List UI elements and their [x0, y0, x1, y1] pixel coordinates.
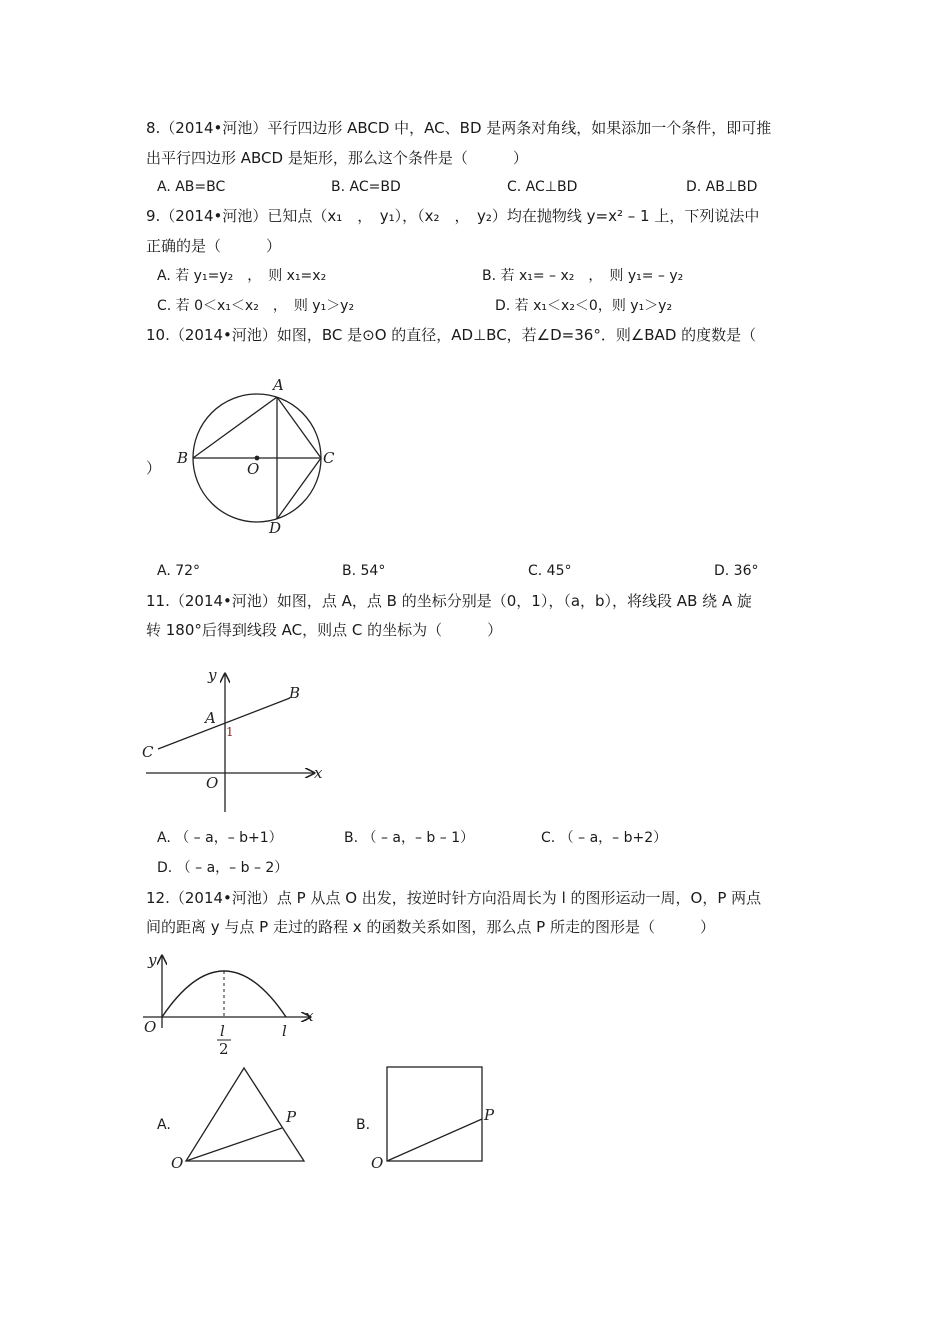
label-l: l [282, 1022, 287, 1040]
q9-option-d: D. 若 x₁＜x₂＜0，则 y₁＞y₂ [495, 298, 673, 314]
label-half-numerator: l [220, 1022, 225, 1040]
label-x: x [314, 764, 323, 782]
q9-option-c: C. 若 0＜x₁＜x₂ ， 则 y₁＞y₂ [157, 298, 355, 314]
q11-option-a: A. （ – a，– b+1） [157, 830, 283, 846]
q8-option-c: C. AC⊥BD [507, 179, 578, 195]
label-o: O [206, 774, 219, 792]
q12-option-b-square [366, 1060, 506, 1172]
q8-option-a: A. AB=BC [157, 179, 226, 195]
segment-ac [277, 397, 321, 458]
q12-stem-line2: 间的距离 y 与点 P 走过的路程 x 的函数关系如图，那么点 P 所走的图形是（ ） [146, 918, 715, 936]
q11-stem-line2: 转 180°后得到线段 AC，则点 C 的坐标为（ ） [146, 621, 503, 639]
label-p: P [286, 1108, 297, 1126]
label-c: C [142, 743, 154, 761]
square-shape [387, 1067, 482, 1161]
q9-option-a: A. 若 y₁=y₂ ， 则 x₁=x₂ [157, 268, 327, 284]
label-b: B [177, 449, 189, 467]
label-b: B [289, 684, 301, 702]
segment-cd [277, 458, 321, 519]
label-o: O [171, 1154, 184, 1172]
segment-op [186, 1128, 282, 1161]
segment-op [387, 1119, 482, 1161]
q11-option-b: B. （ – a，– b – 1） [344, 830, 475, 846]
label-half-denominator: 2 [219, 1040, 229, 1058]
label-y: y [208, 666, 217, 684]
q10-option-b: B. 54° [342, 563, 386, 579]
q11-option-c: C. （ – a，– b+2） [541, 830, 668, 846]
label-a: A [273, 376, 284, 394]
tick-one: 1 [226, 725, 234, 739]
segment-cb [158, 698, 290, 749]
q10-stem-line2: ） [146, 459, 162, 477]
label-c: C [323, 449, 335, 467]
q10-option-c: C. 45° [528, 563, 572, 579]
q11-stem-line1: 11.（2014•河池）如图，点 A，点 B 的坐标分别是（0，1），（a，b），将线段 AB 绕 A 旋 [146, 592, 752, 610]
q12-stem-line1: 12.（2014•河池）点 P 从点 O 出发，按逆时针方向沿周长为 l 的图形运动一周，O，P 两点 [146, 889, 762, 907]
q9-stem-line2: 正确的是（ ） [146, 237, 282, 255]
label-d: D [269, 519, 282, 537]
q11-option-d: D. （ – a，– b – 2） [157, 860, 289, 876]
q8-stem-line1: 8.（2014•河池）平行四边形 ABCD 中，AC、BD 是两条对角线，如果添加一个条件，即可推 [146, 119, 772, 137]
segment-ba [193, 397, 277, 458]
q12-option-a-triangle [168, 1060, 313, 1172]
q12-function-graph [138, 950, 328, 1060]
q10-circle-figure [170, 370, 345, 540]
label-o: O [247, 460, 260, 478]
q8-option-b: B. AC=BD [331, 179, 401, 195]
q12-option-b-label: B. [356, 1117, 371, 1133]
q10-stem-line1: 10.（2014•河池）如图，BC 是⊙O 的直径，AD⊥BC，若∠D=36°．则∠BAD 的度数是（ [146, 326, 757, 344]
q11-coordinate-figure [138, 662, 328, 814]
q10-option-a: A. 72° [157, 563, 201, 579]
label-o: O [144, 1018, 157, 1036]
q8-stem-line2: 出平行四边形 ABCD 是矩形，那么这个条件是（ ） [146, 149, 528, 167]
q10-option-d: D. 36° [714, 563, 759, 579]
label-p: P [484, 1106, 495, 1124]
label-a: A [205, 709, 216, 727]
label-y: y [148, 951, 157, 969]
q8-option-d: D. AB⊥BD [686, 179, 758, 195]
q9-option-b: B. 若 x₁= – x₂ ， 则 y₁= – y₂ [482, 268, 684, 284]
label-o: O [371, 1154, 384, 1172]
q9-stem-line1: 9.（2014•河池）已知点（x₁ ， y₁），（x₂ ， y₂）均在抛物线 y=x² – 1 上，下列说法中 [146, 207, 760, 225]
q12-option-a-label: A. [157, 1117, 171, 1133]
label-x: x [305, 1007, 314, 1025]
